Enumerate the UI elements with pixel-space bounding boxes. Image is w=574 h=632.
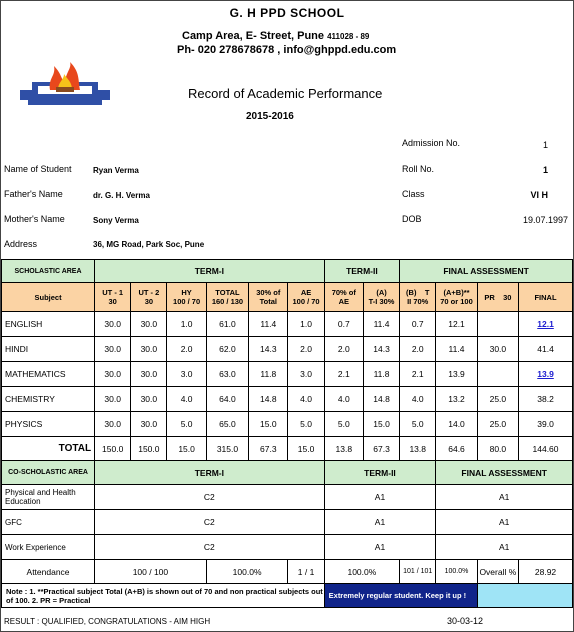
cell-final[interactable]: 12.1 xyxy=(519,312,573,337)
class-value: VI H xyxy=(530,190,548,200)
attendance-fa-pct: 100.0% xyxy=(436,560,477,584)
co-grade-t2: A1 xyxy=(324,510,436,535)
col-fa-a: (A) T-I 30% xyxy=(363,283,399,312)
co-label: Work Experience xyxy=(2,535,95,560)
record-title: Record of Academic Performance xyxy=(188,86,383,101)
co-row xyxy=(2,485,573,510)
cell-a: 15.0 xyxy=(363,412,399,437)
mother-name-value: Sony Verma xyxy=(93,216,139,225)
total-ae: 15.0 xyxy=(288,437,324,461)
cell-ut1: 30.0 xyxy=(95,412,131,437)
co-row xyxy=(2,535,573,560)
cell-subject: CHEMISTRY xyxy=(2,387,95,412)
remark-filler xyxy=(477,584,572,608)
attendance-t2: 1 / 1 xyxy=(288,560,324,584)
attendance-t1-pct: 100.0% xyxy=(206,560,288,584)
cell-subject: ENGLISH xyxy=(2,312,95,337)
cell-pr: 30.0 xyxy=(477,337,518,362)
cell-final[interactable]: 13.9 xyxy=(519,362,573,387)
col-pct30: 30% of Total xyxy=(249,283,288,312)
cell-ab: 13.2 xyxy=(436,387,477,412)
cell-subject: PHYSICS xyxy=(2,412,95,437)
school-address: Camp Area, E- Street, Pune 411028 - 89 xyxy=(182,30,370,42)
school-name: G. H PPD SCHOOL xyxy=(229,6,345,20)
col-fa-ab: (A+B)** 70 or 100 xyxy=(436,283,477,312)
cell-ab: 12.1 xyxy=(436,312,477,337)
co-scholastic-header: CO-SCHOLASTIC AREA xyxy=(2,461,95,485)
dob-value: 19.07.1997 xyxy=(522,215,568,225)
col-pct70: 70% of AE xyxy=(324,283,363,312)
table-row xyxy=(2,312,573,337)
cell-ae: 3.0 xyxy=(288,362,324,387)
total-a: 67.3 xyxy=(363,437,399,461)
total-b: 13.8 xyxy=(400,437,436,461)
class-label: Class xyxy=(402,189,425,199)
cell-p30: 11.4 xyxy=(249,312,288,337)
col-ut1: UT - 1 30 xyxy=(95,283,131,312)
co-term2-header: TERM-II xyxy=(324,461,436,485)
cell-p70: 0.7 xyxy=(324,312,363,337)
attendance-overall: 28.92 xyxy=(519,560,573,584)
total-ut1: 150.0 xyxy=(95,437,131,461)
cell-ut2: 30.0 xyxy=(131,337,167,362)
admission-label: Admission No. xyxy=(402,138,461,148)
cell-ut2: 30.0 xyxy=(131,312,167,337)
col-final: FINAL xyxy=(519,283,573,312)
total-ab: 64.6 xyxy=(436,437,477,461)
total-ut2: 150.0 xyxy=(131,437,167,461)
pin-code: 411028 - 89 xyxy=(327,32,370,41)
cell-ae: 2.0 xyxy=(288,337,324,362)
co-grade-t1: C2 xyxy=(95,485,325,510)
cell-b: 0.7 xyxy=(400,312,436,337)
address-value: 36, MG Road, Park Soc, Pune xyxy=(93,240,205,249)
father-name-label: Father's Name xyxy=(4,189,63,199)
cell-a: 14.3 xyxy=(363,337,399,362)
table-row xyxy=(2,387,573,412)
cell-total: 65.0 xyxy=(206,412,248,437)
cell-hy: 1.0 xyxy=(167,312,206,337)
cell-total: 64.0 xyxy=(206,387,248,412)
cell-hy: 2.0 xyxy=(167,337,206,362)
co-scholastic-rows xyxy=(2,485,573,560)
table-row xyxy=(2,412,573,437)
co-row xyxy=(2,510,573,535)
result-date: 30-03-12 xyxy=(447,616,484,626)
cell-pr xyxy=(477,362,518,387)
co-grade-t2: A1 xyxy=(324,535,436,560)
cell-subject: MATHEMATICS xyxy=(2,362,95,387)
co-grade-fa: A1 xyxy=(436,485,573,510)
scholastic-area-header: SCHOLASTIC AREA xyxy=(2,260,95,283)
student-name-label: Name of Student xyxy=(4,164,72,174)
cell-total: 63.0 xyxy=(206,362,248,387)
cell-p30: 14.3 xyxy=(249,337,288,362)
co-grade-t2: A1 xyxy=(324,485,436,510)
remark-text: Extremely regular student. Keep it up ! xyxy=(324,584,477,608)
mother-name-label: Mother's Name xyxy=(4,214,65,224)
table-row xyxy=(2,337,573,362)
cell-a: 11.4 xyxy=(363,312,399,337)
cell-a: 14.8 xyxy=(363,387,399,412)
cell-total: 61.0 xyxy=(206,312,248,337)
total-final: 144.60 xyxy=(519,437,573,461)
cell-ut1: 30.0 xyxy=(95,312,131,337)
cell-ab: 11.4 xyxy=(436,337,477,362)
roll-label: Roll No. xyxy=(402,164,435,174)
cell-b: 5.0 xyxy=(400,412,436,437)
co-grade-t1: C2 xyxy=(95,535,325,560)
term1-header: TERM-I xyxy=(95,260,325,283)
student-name-value: Ryan Verma xyxy=(93,166,139,175)
total-total: 315.0 xyxy=(206,437,248,461)
attendance-overall-label: Overall % xyxy=(477,560,518,584)
table-row xyxy=(2,362,573,387)
cell-total: 62.0 xyxy=(206,337,248,362)
attendance-label: Attendance xyxy=(2,560,95,584)
co-label: GFC xyxy=(2,510,95,535)
marks-table xyxy=(1,259,573,608)
co-label: Physical and Health Education xyxy=(2,485,95,510)
cell-pr: 25.0 xyxy=(477,412,518,437)
cell-p70: 5.0 xyxy=(324,412,363,437)
cell-ae: 4.0 xyxy=(288,387,324,412)
attendance-fa: 101 / 101 xyxy=(400,560,436,584)
cell-p30: 11.8 xyxy=(249,362,288,387)
col-ae: AE 100 / 70 xyxy=(288,283,324,312)
dob-label: DOB xyxy=(402,214,422,224)
cell-final: 41.4 xyxy=(519,337,573,362)
school-logo xyxy=(20,60,110,110)
cell-p70: 2.0 xyxy=(324,337,363,362)
cell-p30: 15.0 xyxy=(249,412,288,437)
roll-value: 1 xyxy=(542,165,548,175)
cell-ab: 14.0 xyxy=(436,412,477,437)
cell-final: 39.0 xyxy=(519,412,573,437)
total-p70: 13.8 xyxy=(324,437,363,461)
address-label: Address xyxy=(4,239,38,249)
attendance-t2-pct: 100.0% xyxy=(324,560,400,584)
cell-b: 2.0 xyxy=(400,337,436,362)
cell-pr xyxy=(477,312,518,337)
cell-ut2: 30.0 xyxy=(131,387,167,412)
subject-rows xyxy=(2,312,573,437)
cell-p70: 2.1 xyxy=(324,362,363,387)
final-assessment-header: FINAL ASSESSMENT xyxy=(400,260,573,283)
total-pr: 80.0 xyxy=(477,437,518,461)
total-label: TOTAL xyxy=(2,437,95,461)
cell-subject: HINDI xyxy=(2,337,95,362)
attendance-t1: 100 / 100 xyxy=(95,560,207,584)
col-ut2: UT - 2 30 xyxy=(131,283,167,312)
cell-ab: 13.9 xyxy=(436,362,477,387)
cell-ut2: 30.0 xyxy=(131,412,167,437)
cell-ae: 5.0 xyxy=(288,412,324,437)
cell-hy: 4.0 xyxy=(167,387,206,412)
col-hy: HY 100 / 70 xyxy=(167,283,206,312)
col-subject: Subject xyxy=(2,283,95,312)
cell-b: 2.1 xyxy=(400,362,436,387)
cell-hy: 3.0 xyxy=(167,362,206,387)
co-term1-header: TERM-I xyxy=(95,461,325,485)
cell-b: 4.0 xyxy=(400,387,436,412)
father-name-value: dr. G. H. Verma xyxy=(93,191,150,200)
co-grade-fa: A1 xyxy=(436,535,573,560)
note-text: Note : 1. **Practical subject Total (A+B) is shown out of 70 and non practical subjects out of 100. 2. PR = Practical xyxy=(2,584,325,608)
co-grade-fa: A1 xyxy=(436,510,573,535)
cell-ut1: 30.0 xyxy=(95,387,131,412)
cell-a: 11.8 xyxy=(363,362,399,387)
cell-ut1: 30.0 xyxy=(95,362,131,387)
cell-ut1: 30.0 xyxy=(95,337,131,362)
total-hy: 15.0 xyxy=(167,437,206,461)
co-final-header: FINAL ASSESSMENT xyxy=(436,461,573,485)
academic-year: 2015-2016 xyxy=(246,111,294,122)
school-contact: Ph- 020 278678678 , info@ghppd.edu.com xyxy=(177,44,397,56)
result-text: RESULT : QUALIFIED, CONGRATULATIONS - AIM HIGH xyxy=(4,617,211,626)
total-p30: 67.3 xyxy=(249,437,288,461)
admission-value: 1 xyxy=(542,140,548,150)
co-grade-t1: C2 xyxy=(95,510,325,535)
cell-p30: 14.8 xyxy=(249,387,288,412)
cell-hy: 5.0 xyxy=(167,412,206,437)
cell-final: 38.2 xyxy=(519,387,573,412)
col-fa-b: (B) T II 70% xyxy=(400,283,436,312)
cell-ae: 1.0 xyxy=(288,312,324,337)
cell-p70: 4.0 xyxy=(324,387,363,412)
term2-header: TERM-II xyxy=(324,260,400,283)
col-total: TOTAL 160 / 130 xyxy=(206,283,248,312)
col-pr: PR 30 xyxy=(477,283,518,312)
cell-pr: 25.0 xyxy=(477,387,518,412)
cell-ut2: 30.0 xyxy=(131,362,167,387)
